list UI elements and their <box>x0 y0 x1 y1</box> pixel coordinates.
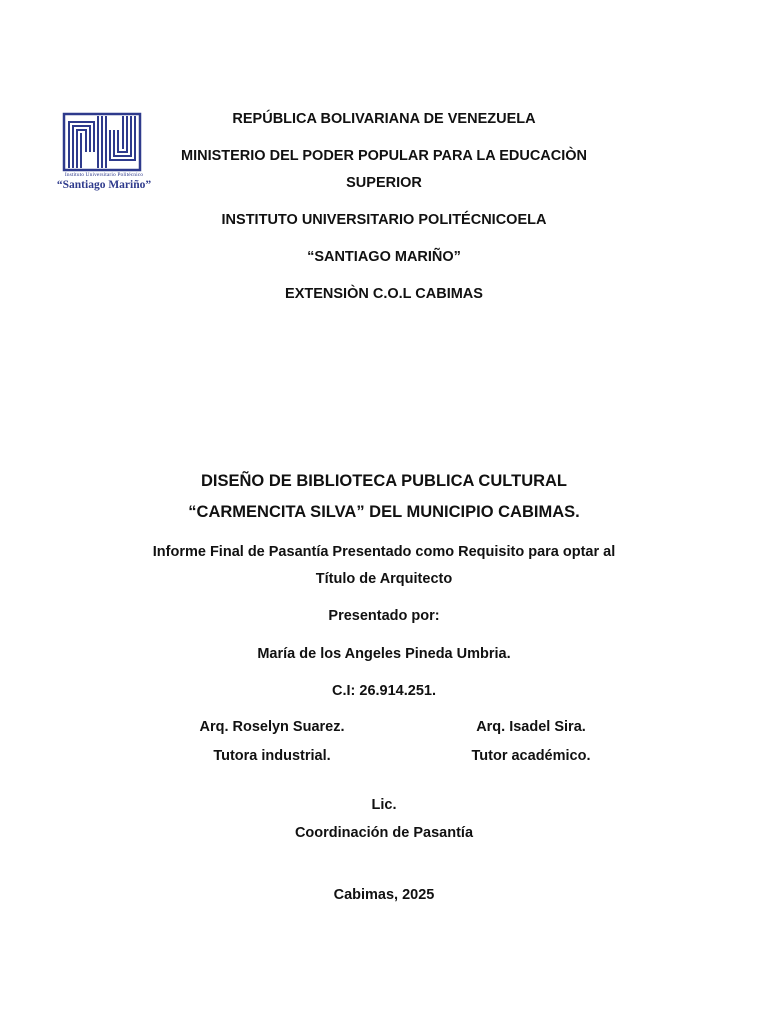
project-title-line1: DISEÑO DE BIBLIOTECA PUBLICA CULTURAL <box>200 472 568 490</box>
project-title-line2: “CARMENCITA SILVA” DEL MUNICIPIO CABIMAS. <box>188 503 580 521</box>
header-institute: INSTITUTO UNIVERSITARIO POLITÉCNICOELA <box>221 212 547 228</box>
author-id: C.I: 26.914.251. <box>332 683 436 699</box>
report-description-line1: Informe Final de Pasantía Presentado como Requisito para optar al <box>152 544 616 560</box>
logo-caption-large: “Santiago Mariño” <box>56 179 152 191</box>
academic-tutor-name: Arq. Isadel Sira. <box>476 719 586 735</box>
academic-tutor-role: Tutor académico. <box>471 748 591 764</box>
header-institute-name: “SANTIAGO MARIÑO” <box>307 249 461 265</box>
header-country: REPÚBLICA BOLIVARIANA DE VENEZUELA <box>232 111 536 127</box>
industrial-tutor-role: Tutora industrial. <box>213 748 331 764</box>
industrial-tutor-name: Arq. Roselyn Suarez. <box>199 719 345 735</box>
author-name: María de los Angeles Pineda Umbria. <box>257 646 511 662</box>
report-description-line2: Título de Arquitecto <box>315 571 453 587</box>
header-ministry: MINISTERIO DEL PODER POPULAR PARA LA EDUCACIÒN <box>180 148 588 164</box>
coordinator-title: Lic. <box>371 797 397 813</box>
logo-caption-small: Instituto Universitario Politécnico <box>64 172 144 178</box>
header-ministry-cont: SUPERIOR <box>346 175 422 191</box>
place-and-date: Cabimas, 2025 <box>333 887 435 903</box>
presented-by-label: Presentado por: <box>328 608 440 624</box>
coordinator-role: Coordinación de Pasantía <box>294 825 474 841</box>
header-extension: EXTENSIÒN C.O.L CABIMAS <box>285 286 483 302</box>
